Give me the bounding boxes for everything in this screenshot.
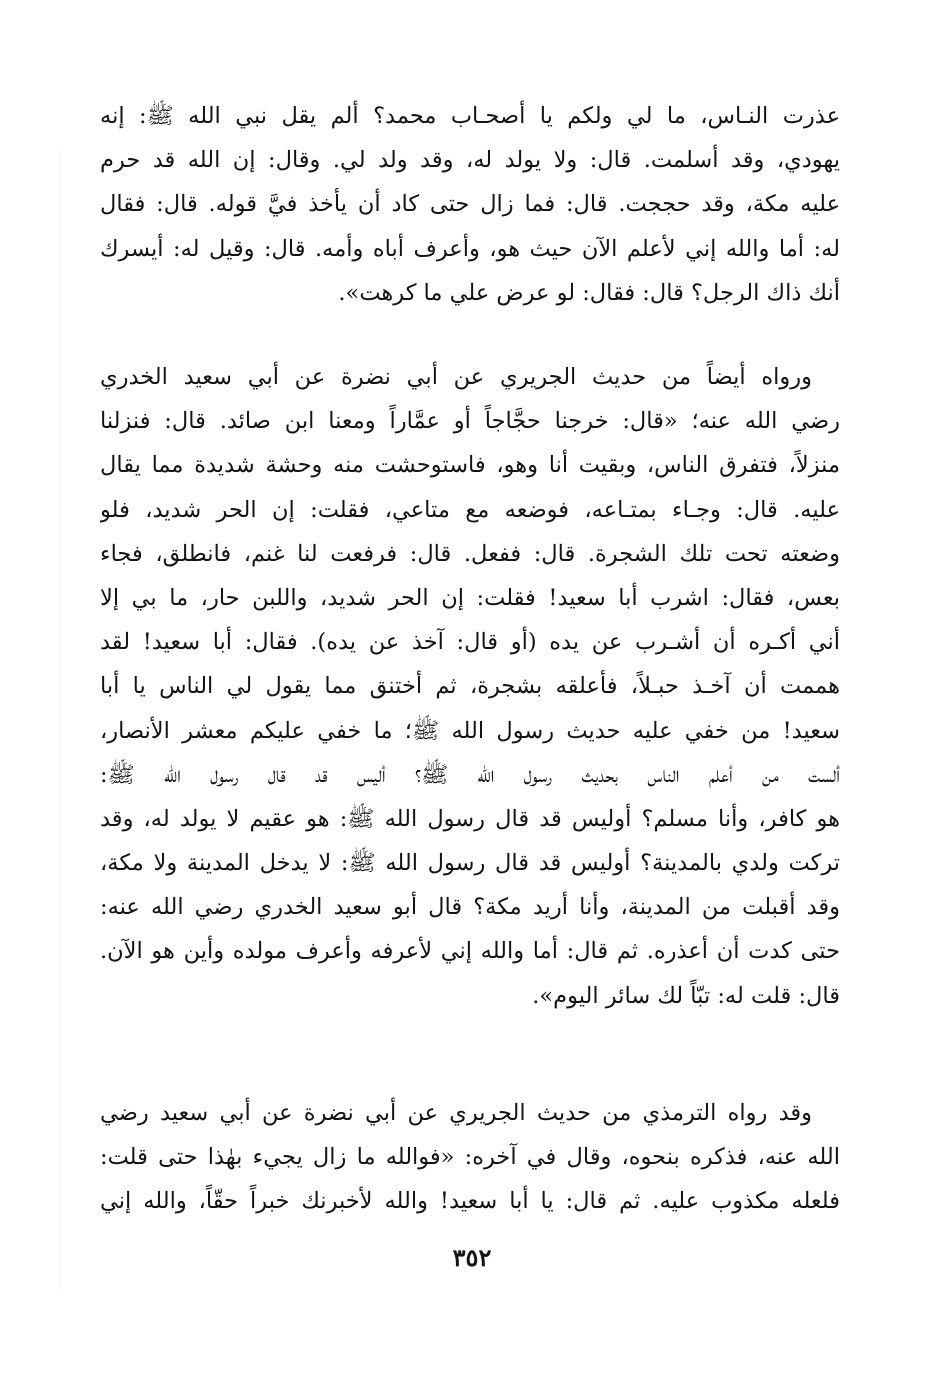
paragraph-1 [100,94,840,315]
text-line: منزلاً، فتفرق الناس، وبقيت أنا وهو، فاستوحشت منه وحشة شديدة مما يقال [100,452,840,479]
scan-margin-shadow [60,150,61,1290]
text-line: أنك ذاك الرجل؟ قال: فقال: لو عرض علي ما كرهت». [338,279,840,306]
text-line: وضعته تحت تلك الشجرة. قال: ففعل. قال: فرفعت لنا غنم، فانطلق، فجاء [100,540,840,567]
text-line: يهودي، وقد أسلمت. قال: ولا يولد له، وقد ولد لي. وقال: إن الله قد حرم [100,147,840,174]
text-line: هممت أن آخـذ حبـلاً، فأعلقه بشجرة، ثم أختنق مما يقول لي الناس يا أبا [100,673,840,700]
text-line: وقد أقبلت من المدينة، وأنا أريد مكة؟ قال أبو سعيد الخدري رضي الله عنه: [100,894,840,921]
paragraph-2 [100,355,840,1018]
text-line: فلعله مكذوب عليه. ثم قال: يا أبا سعيد! والله لأخبرنك خبراً حقّاً، والله إني [100,1188,840,1215]
text-line: تركت ولدي بالمدينة؟ أوليس قد قال رسول الله ﷺ: لا يدخل المدينة ولا مكة، [100,850,840,877]
paragraph-3 [100,1091,840,1224]
text-line: ألست من أعلم الناس بحديث رسول الله ﷺ؟ أليس قد قال رسول الله ﷺ: [100,761,840,788]
text-line: الله عنه، فذكره بنحوه، وقال في آخره: «فوالله ما زال يجيء بهٰذا حتى قلت: [100,1144,840,1171]
text-line: وقد رواه الترمذي من حديث الجريري عن أبي نضرة عن أبي سعيد رضي [100,1100,812,1126]
text-line: أني أكـره أن أشـرب عن يده (أو قال: آخذ عن يده). فقال: أبا سعيد! لقد [100,629,840,656]
page-number: ٣٥٢ [452,1243,492,1272]
text-line: ورواه أيضاً من حديث الجريري عن أبي نضرة عن أبي سعيد الخدري [100,364,812,390]
text-line: بعس، فقال: اشرب أبا سعيد! فقلت: إن الحر شديد، واللبن حار، ما بي إلا [100,584,840,611]
text-line: هو كافر، وأنا مسلم؟ أوليس قد قال رسول الله ﷺ: هو عقيم لا يولد له، وقد [100,805,840,832]
text-line: رضي الله عنه؛ «قال: خرجنا حجَّاجاً أو عمَّاراً ومعنا ابن صائد. قال: فنزلنا [100,408,840,435]
text-line: له: أما والله إني لأعلم الآن حيث هو، وأعرف أباه وأمه. قال: وقيل له: أيسرك [100,235,840,262]
text-line: عليه مكة، وقد حججت. قال: فما زال حتى كاد أن يأخذ فيَّ قوله. قال: فقال [100,191,840,218]
text-line: قال: قلت له: تبّاً لك سائر اليوم». [532,982,840,1009]
text-line: عليه. قال: وجـاء بمتـاعه، فوضعه مع متاعي، فقلت: إن الحر شديد، فلو [100,496,840,523]
text-line: عذرت النـاس، ما لي ولكم يا أصحـاب محمد؟ ألم يقل نبي الله ﷺ: إنه [100,103,840,129]
text-line: سعيد! من خفي عليه حديث رسول الله ﷺ؛ ما خفي عليكم معشر الأنصار، [100,717,840,744]
text-line: حتى كدت أن أعذره. ثم قال: أما والله إني لأعرفه وأعرف مولده وأين هو الآن. [100,938,840,965]
